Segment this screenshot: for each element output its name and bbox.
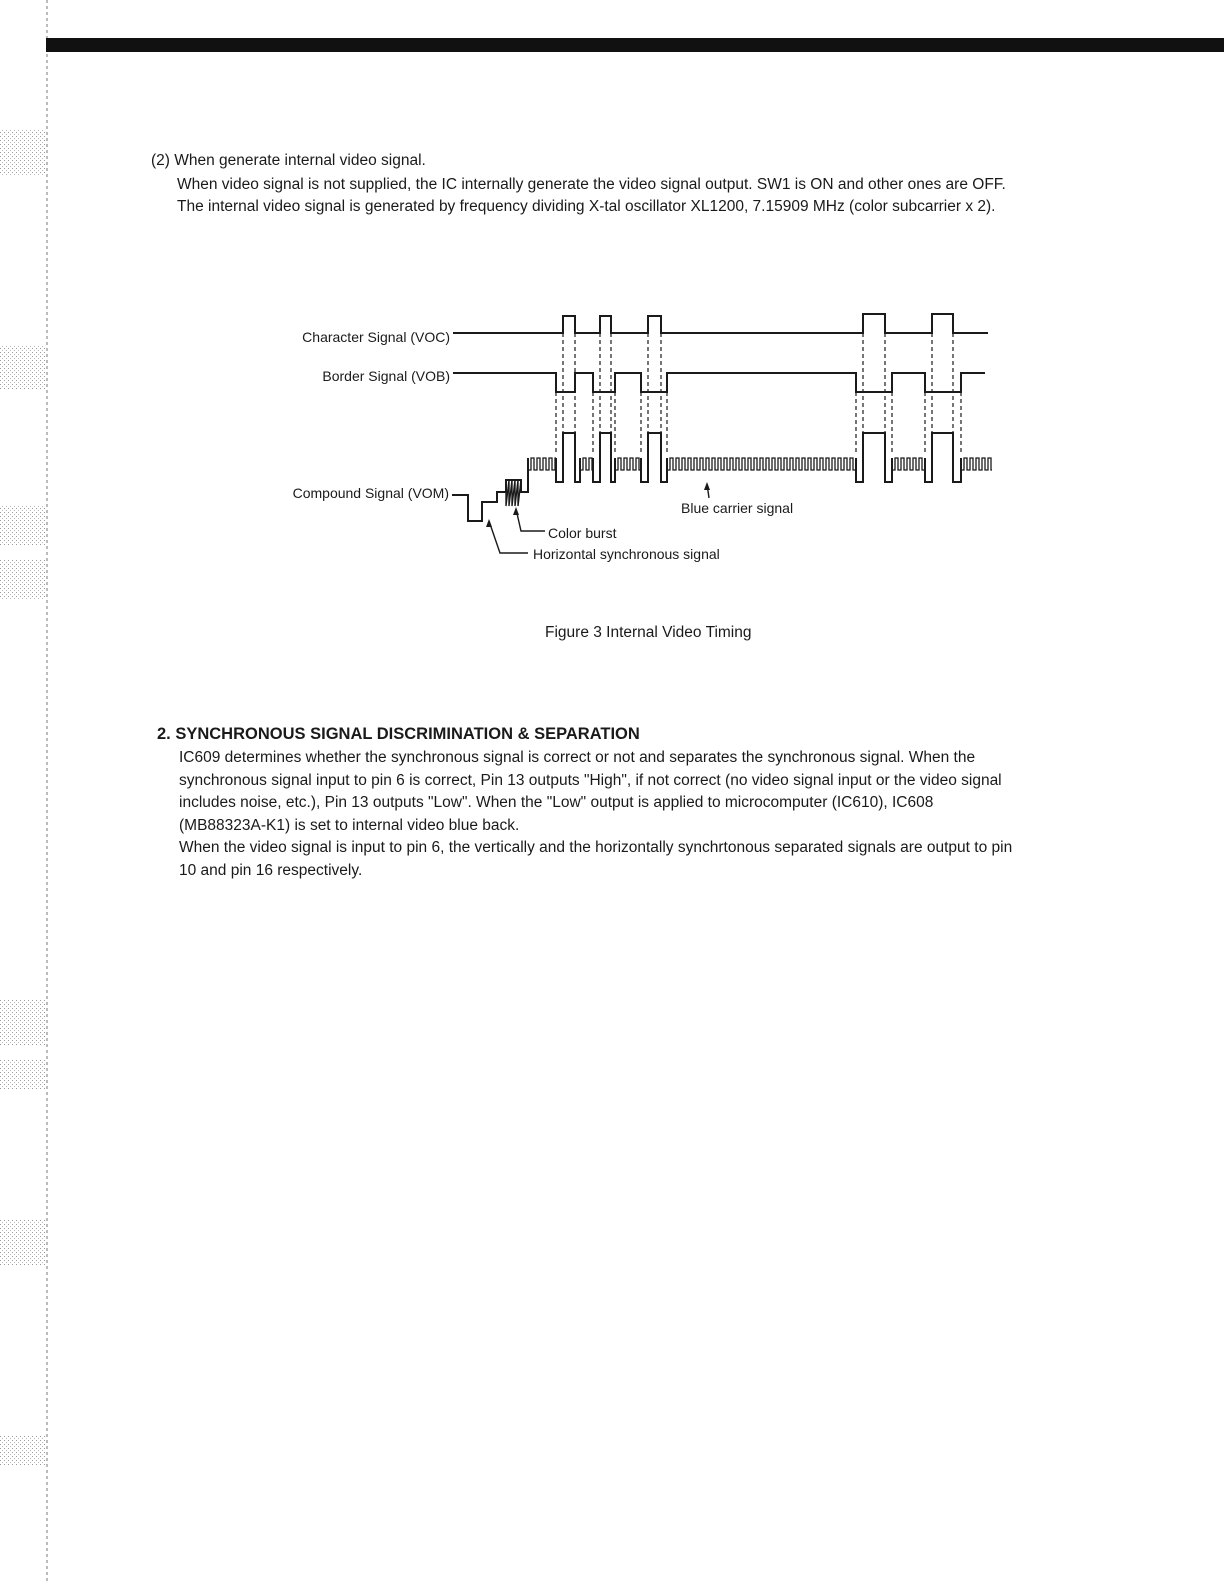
alignment-guides xyxy=(556,333,961,452)
vom-pulses xyxy=(556,433,961,482)
label-hsync: Horizontal synchronous signal xyxy=(533,546,720,562)
color-burst xyxy=(506,480,521,506)
label-voc: Character Signal (VOC) xyxy=(302,329,450,345)
label-vom: Compound Signal (VOM) xyxy=(292,485,449,501)
figure-caption: Figure 3 Internal Video Timing xyxy=(545,624,752,641)
body-line: 10 and pin 16 respectively. xyxy=(179,861,363,879)
voc-waveform xyxy=(453,314,988,333)
label-vob: Border Signal (VOB) xyxy=(322,368,450,384)
leader-lines xyxy=(489,484,709,553)
section-heading: 2. SYNCHRONOUS SIGNAL DISCRIMINATION & SEPARATION xyxy=(157,725,640,743)
body-line: The internal video signal is generated by frequency dividing X-tal oscillator XL1200, 7.15909 MHz (color subcarrier x 2). xyxy=(177,198,996,215)
body-line: synchronous signal input to pin 6 is correct, Pin 13 outputs "High", if not correct (no video signal input or the video signal xyxy=(179,771,1002,789)
label-blue-carrier: Blue carrier signal xyxy=(681,500,794,516)
body-line: includes noise, etc.), Pin 13 outputs "Low". When the "Low" output is applied to microcomputer (IC610), IC608 xyxy=(179,794,934,811)
vob-waveform xyxy=(453,373,985,392)
timing-diagram xyxy=(0,0,1224,620)
blue-carrier-waveform xyxy=(528,458,992,470)
subsection-heading: (2) When generate internal video signal. xyxy=(151,152,426,169)
label-color-burst: Color burst xyxy=(548,525,617,541)
body-line: IC609 determines whether the synchronous signal is correct or not and separates the synchronous signal. When the xyxy=(179,749,976,766)
body-line: (MB88323A-K1) is set to internal video blue back. xyxy=(179,816,520,834)
body-line: When the video signal is input to pin 6, the vertically and the horizontally synchrtonous separated signals are output to pin xyxy=(179,839,1013,856)
body-line: When video signal is not supplied, the IC internally generate the video signal output. SW1 is ON and other ones are OFF. xyxy=(177,176,1006,193)
section-body xyxy=(179,747,1169,882)
